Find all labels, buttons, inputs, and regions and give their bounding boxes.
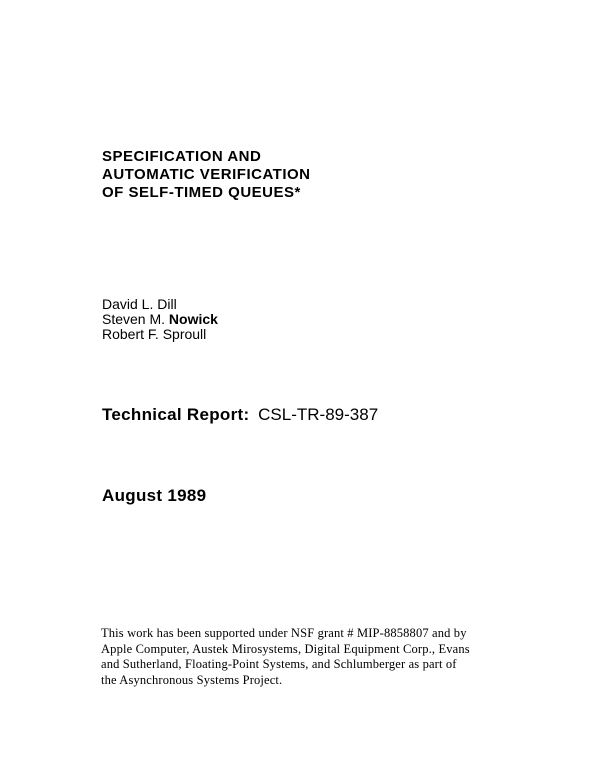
author-2-surname: Nowick	[168, 311, 218, 327]
funding-acknowledgement	[101, 626, 551, 688]
author-3-name: Robert F. Sproull	[102, 326, 207, 342]
author-2	[102, 312, 218, 327]
title-line-1: SPECIFICATION AND	[102, 148, 262, 165]
support-line-3: and Sutherland, Floating-Point Systems, and Schlumberger as part of	[101, 657, 457, 671]
author-1	[102, 297, 218, 312]
author-2-name: Steven M.	[102, 311, 169, 327]
author-3	[102, 327, 218, 342]
author-1-name: David L. Dill	[102, 296, 177, 312]
support-line-2: Apple Computer, Austek Mirosystems, Digital Equipment Corp., Evans	[101, 641, 470, 656]
technical-report-line	[102, 405, 378, 425]
title-line-3: OF SELF-TIMED QUEUES*	[102, 184, 301, 201]
title-line-2: AUTOMATIC VERIFICATION	[102, 166, 311, 183]
author-list	[102, 297, 218, 342]
report-title	[102, 148, 311, 202]
report-number: CSL-TR-89-387	[258, 405, 379, 424]
report-label: Technical Report:	[102, 405, 250, 424]
report-date: August 1989	[102, 486, 207, 505]
support-line-1: This work has been supported under NSF grant # MIP-8858807 and by	[101, 626, 467, 640]
support-line-4: the Asynchronous Systems Project.	[101, 672, 283, 687]
